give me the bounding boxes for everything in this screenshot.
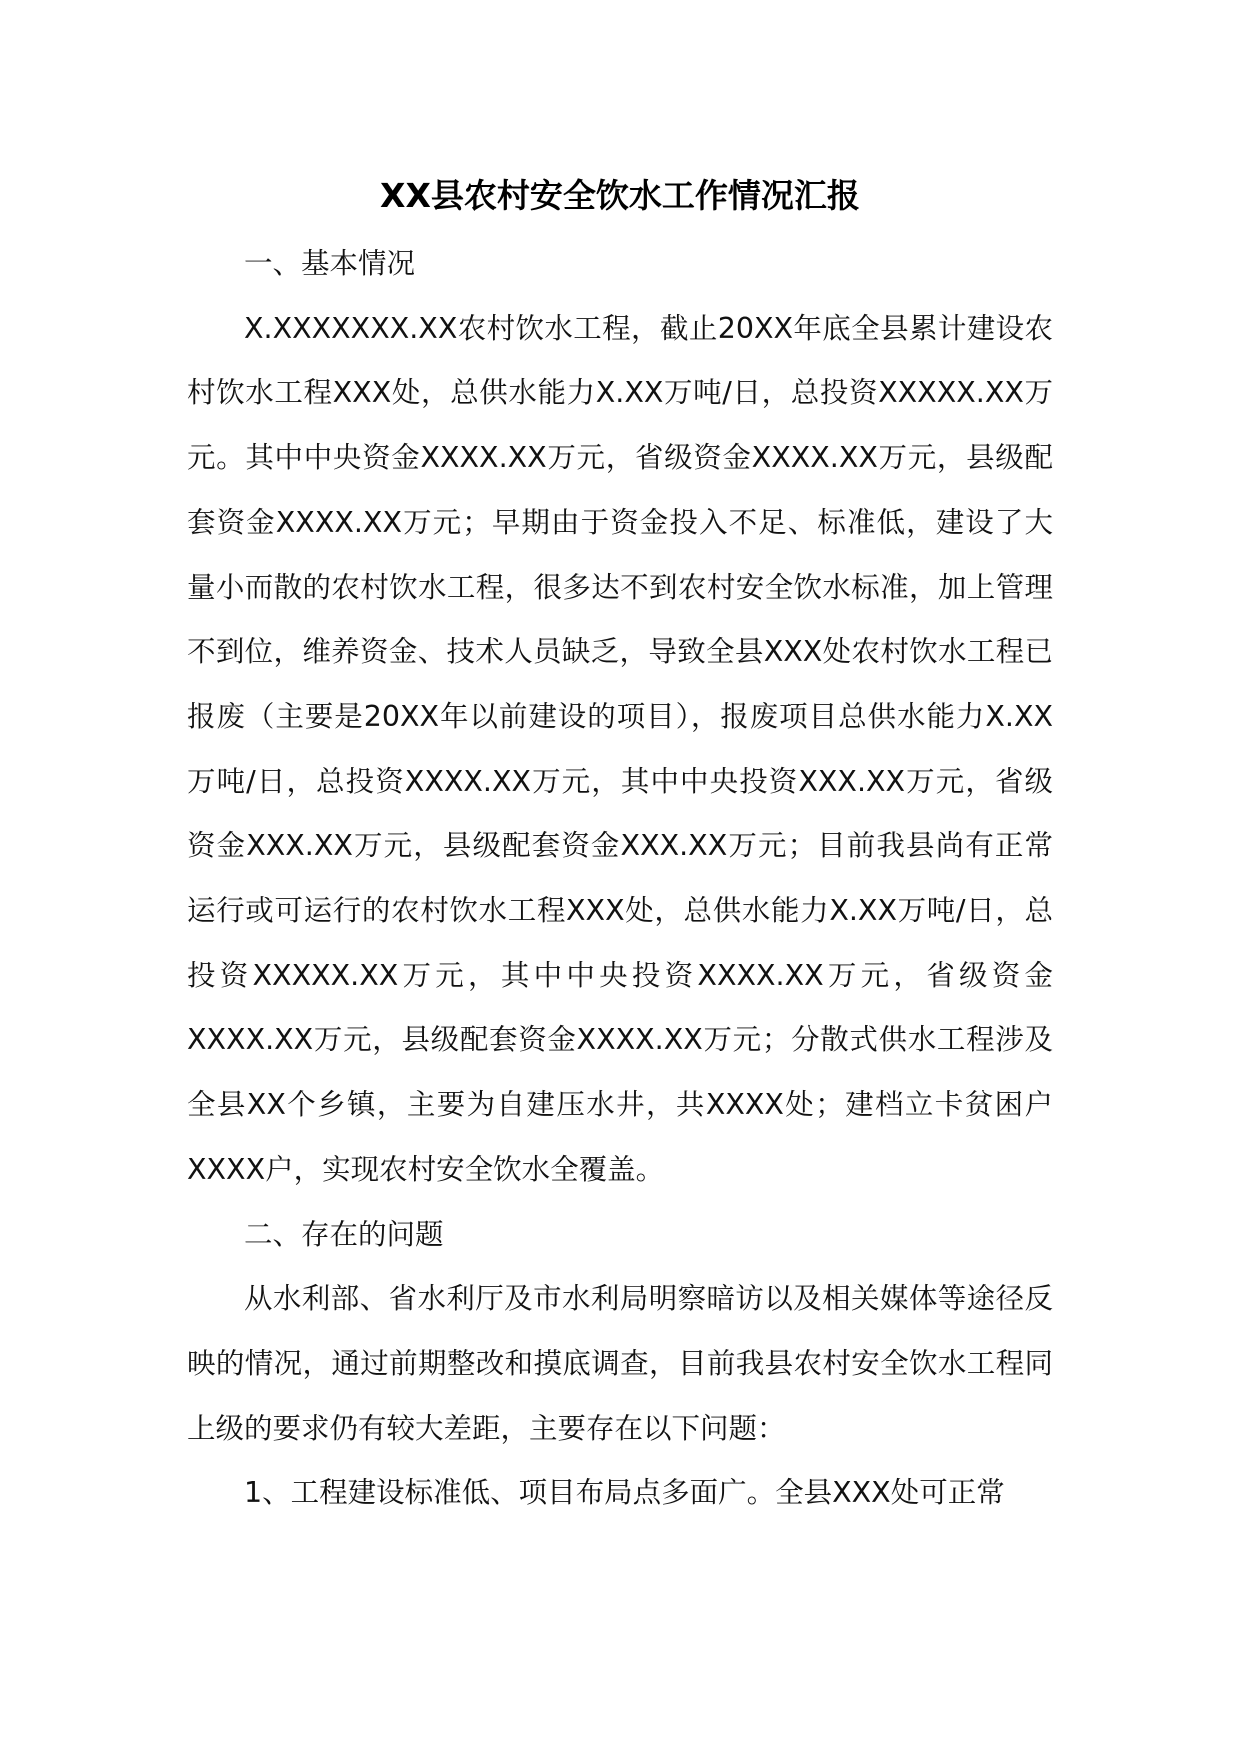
section-heading-basic: 一、基本情况 — [244, 247, 416, 280]
section-heading-problems: 二、存在的问题 — [244, 1217, 444, 1251]
document-body — [187, 232, 1053, 1526]
document-title: XX县农村安全饮水工作情况汇报 — [380, 176, 860, 215]
paragraph-problems: 从水利部、省水利厅及市水利局明察暗访以及相关媒体等途径反映的情况，通过前期整改和摸底调查，目前我县农村安全饮水工程同上级的要求仍有较大差距，主要存在以下问题： — [187, 1282, 1053, 1445]
paragraph-basic: X.XXXXXXX.XX农村饮水工程，截止20XX年底全县累计建设农村饮水工程XXX处，总供水能力X.XX万吨/日，总投资XXXXX.XX万元。其中中央资金XXXX.XX万元，省级资金XXXX.XX万元，县级配套资金XXXX.XX万元；早期由于资金投入不足、标准低，建设了大量小而散的农村饮水工程，很多达不到农村安全饮水标准，加上管理不到位，维养资金、技术人员缺乏，导致全县XXX处农村饮水工程已报废（主要是20XX年以前建设的项目），报废项目总供水能力X.XX万吨/日，总投资XXXX.XX万元，其中中央投资XXX.XX万元，省级资金XXX.XX万元，县级配套资金XXX.XX万元；目前我县尚有正常运行或可运行的农村饮水工程XXX处，总供水能力X.XX万吨/日，总投资XXXXX.XX万元，其中中央投资XXXX.XX万元，省级资金XXXX.XX万元，县级配套资金XXXX.XX万元；分散式供水工程涉及全县XX个乡镇，主要为自建压水井，共XXXX处；建档立卡贫困户XXXX户，实现农村安全饮水全覆盖。 — [187, 311, 1053, 1186]
list-item-1: 1、工程建设标准低、项目布局点多面广。全县XXX处可正常 — [244, 1476, 1005, 1510]
